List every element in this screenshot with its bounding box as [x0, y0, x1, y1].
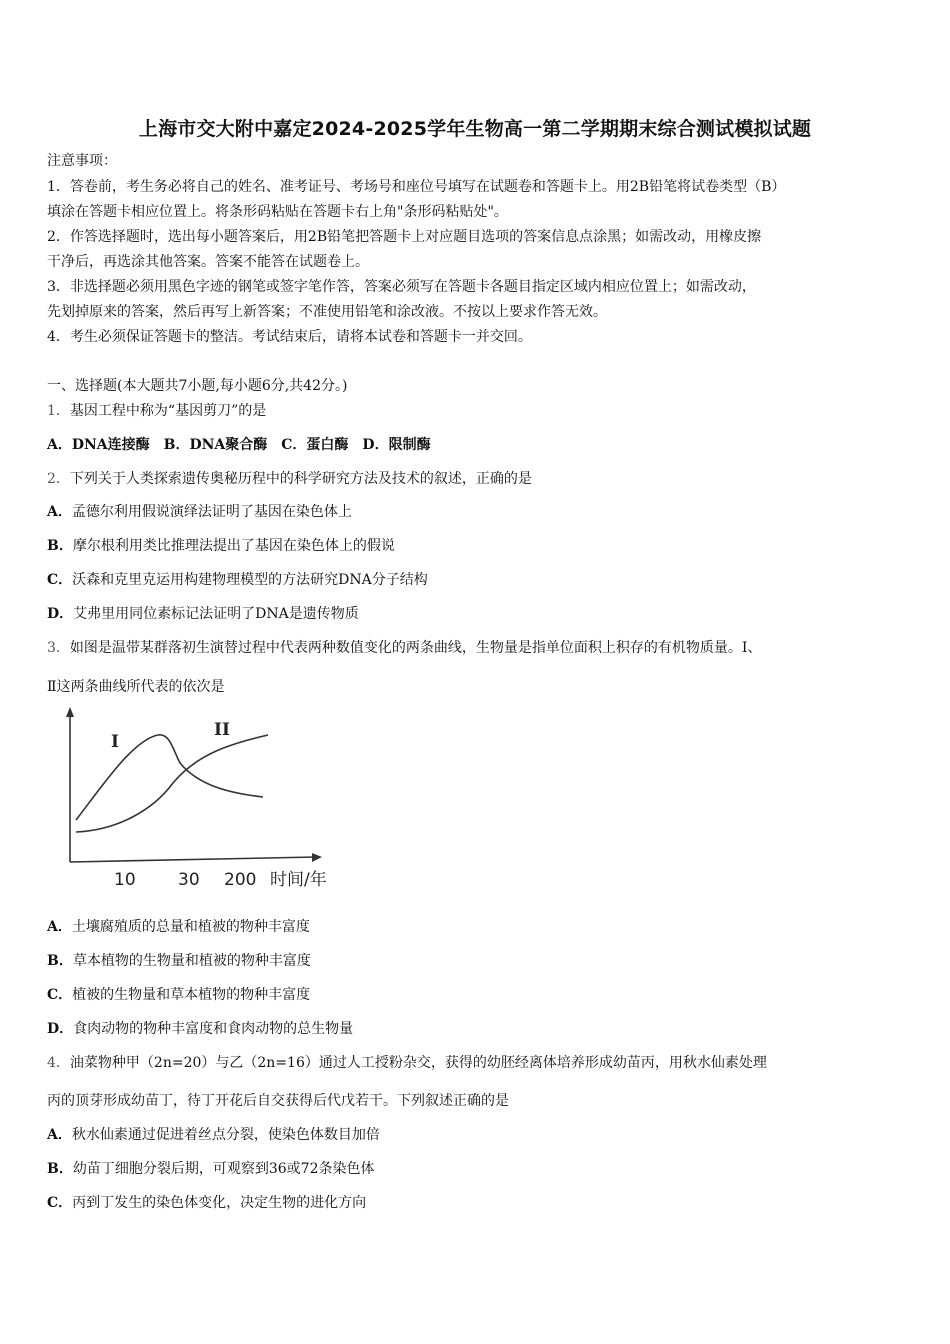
option-text: 植被的生物量和草本植物的物种丰富度	[72, 987, 311, 1003]
option-letter: C．	[47, 572, 73, 588]
notice-item-1a: 1．答卷前，考生务必将自己的姓名、准考证号、考场号和座位号填写在试题卷和答题卡上。用2B铅笔将试卷类型（B）	[47, 179, 786, 195]
q1-number: 1．	[47, 403, 70, 419]
q4-stem-text-1: 油菜物种甲（2n=20）与乙（2n=16）通过人工授粉杂交，获得的幼胚经离体培养形成幼苗丙，用秋水仙素处理	[69, 1055, 767, 1071]
option-text: 沃森和克里克运用构建物理模型的方法研究DNA分子结构	[72, 572, 428, 588]
option-text: 土壤腐殖质的总量和植被的物种丰富度	[71, 919, 310, 935]
option-text: 孟德尔利用假说演绎法证明了基因在染色体上	[71, 504, 352, 520]
notice-item-3a: 3．非选择题必须用黑色字迹的钢笔或签字笔作答，答案必须写在答题卡各题目指定区域内相应位置上；如需改动，	[47, 279, 756, 295]
q4-stem-2: 丙的顶芽形成幼苗丁，待丁开花后自交获得后代戊若干。下列叙述正确的是	[47, 1093, 509, 1109]
option-text: 食肉动物的物种丰富度和食肉动物的总生物量	[73, 1021, 354, 1037]
q3-stem-text-1: 如图是温带某群落初生演替过程中代表两种数值变化的两条曲线，生物量是指单位面积上积存的有机物质量。Ⅰ、	[69, 640, 762, 656]
q2-option-c	[47, 570, 428, 590]
q3-stem-2: Ⅱ这两条曲线所代表的依次是	[47, 679, 225, 695]
option-letter: C．	[47, 1195, 73, 1211]
option-letter: A．	[47, 1127, 72, 1143]
q3-option-d	[47, 1019, 353, 1039]
option-letter: D．	[47, 1021, 74, 1037]
curve-1	[76, 735, 263, 820]
curve-1-label: I	[111, 732, 119, 752]
x-tick-200: 200	[224, 870, 257, 890]
y-axis-arrow	[66, 707, 74, 717]
page-title: 上海市交大附中嘉定2024-2025学年生物高一第二学期期末综合测试模拟试题	[138, 118, 812, 140]
q4-option-b	[47, 1159, 374, 1179]
q1-options: A．DNA连接酶 B．DNA聚合酶 C．蛋白酶 D．限制酶	[47, 437, 431, 453]
option-letter: B．	[47, 953, 73, 969]
succession-graph	[58, 705, 358, 895]
x-axis-label: 时间/年	[270, 870, 327, 890]
q4-stem-1	[47, 1053, 767, 1073]
option-text: 艾弗里用同位素标记法证明了DNA是遗传物质	[73, 606, 359, 622]
q2-option-a	[47, 502, 352, 522]
q3-stem-1	[47, 638, 761, 658]
q2-option-b	[47, 536, 395, 556]
x-axis	[70, 857, 316, 862]
notice-item-4: 4．考生必须保证答题卡的整洁。考试结束后，请将本试卷和答题卡一并交回。	[47, 329, 532, 345]
q4-option-c	[47, 1193, 366, 1213]
section-heading: 一、选择题(本大题共7小题,每小题6分,共42分。)	[47, 378, 348, 394]
q2-option-d	[47, 604, 359, 624]
q1-stem-text: 基因工程中称为“基因剪刀”的是	[69, 403, 267, 419]
q2-number: 2．	[47, 471, 70, 487]
notice-item-2b: 干净后，再选涂其他答案。答案不能答在试题卷上。	[47, 254, 369, 270]
q3-option-b	[47, 951, 311, 971]
q3-number: 3．	[47, 640, 70, 656]
option-letter: A．	[47, 919, 72, 935]
option-text: 摩尔根利用类比推理法提出了基因在染色体上的假说	[72, 538, 395, 554]
option-text: 丙到丁发生的染色体变化，决定生物的进化方向	[72, 1195, 367, 1211]
option-text: 幼苗丁细胞分裂后期，可观察到36或72条染色体	[72, 1161, 375, 1177]
option-text: 秋水仙素通过促进着丝点分裂，使染色体数目加倍	[71, 1127, 380, 1143]
q4-number: 4．	[47, 1055, 70, 1071]
option-letter: B．	[47, 1161, 73, 1177]
q3-option-c	[47, 985, 310, 1005]
curve-2-label: II	[214, 720, 230, 740]
x-axis-arrow	[312, 853, 322, 862]
notice-item-3b: 先划掉原来的答案，然后再写上新答案；不准使用铅笔和涂改液。不按以上要求作答无效。	[47, 304, 607, 320]
option-letter: B．	[47, 538, 73, 554]
q2-stem	[47, 469, 532, 489]
option-letter: D．	[47, 606, 74, 622]
q3-option-a	[47, 917, 310, 937]
notice-item-1b: 填涂在答题卡相应位置上。将条形码粘贴在答题卡右上角"条形码粘贴处"。	[47, 204, 508, 220]
option-letter: A．	[47, 504, 72, 520]
notice-heading: 注意事项：	[47, 153, 117, 169]
q4-option-a	[47, 1125, 380, 1145]
option-letter: C．	[47, 987, 73, 1003]
q1-stem	[47, 401, 266, 421]
notice-item-2a: 2．作答选择题时，选出每小题答案后，用2B铅笔把答题卡上对应题目选项的答案信息点涂黑；如需改动，用橡皮擦	[47, 229, 762, 245]
x-tick-10: 10	[114, 870, 136, 890]
option-text: 草本植物的生物量和植被的物种丰富度	[72, 953, 311, 969]
x-tick-30: 30	[178, 870, 200, 890]
q2-stem-text: 下列关于人类探索遗传奥秘历程中的科学研究方法及技术的叙述，正确的是	[69, 471, 532, 487]
